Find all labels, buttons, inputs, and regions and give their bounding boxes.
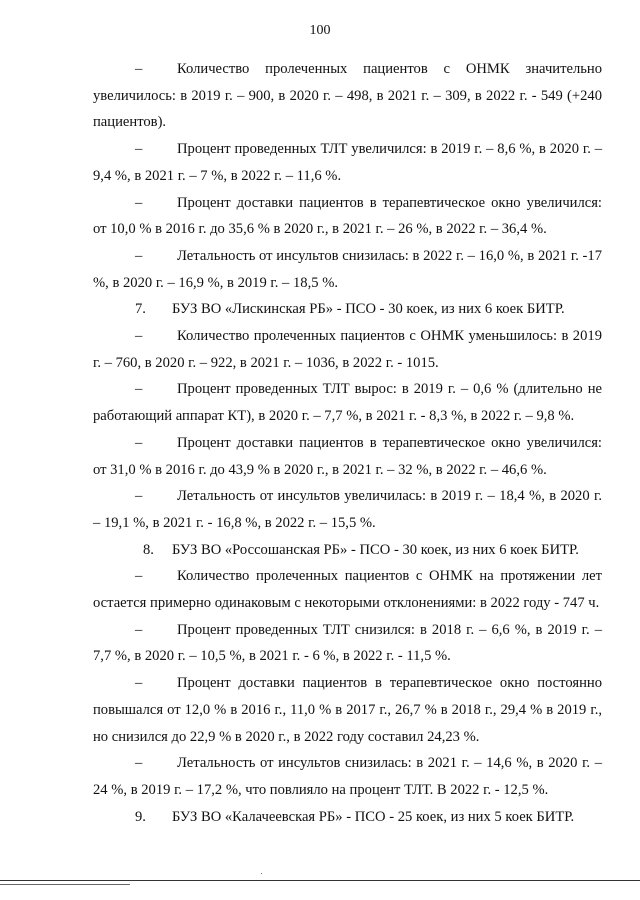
item-number: 8.: [143, 541, 154, 558]
paragraph-text: Процент доставки пациентов в терапевтическое окно постоянно повышался от 12,0 % в 2016 г., 11,0 % в 2017 г., 26,7 % в 2018 г., 29,4 % в 2019 г., но снизился до 22,9 % в 2020 г., в 2022 году составил 24,23 %.: [93, 675, 602, 745]
page-number: 100: [309, 23, 331, 38]
bullet-dash: –: [135, 194, 143, 211]
paragraph-6: [93, 376, 602, 429]
scan-speck: [261, 873, 262, 874]
paragraph-text: Процент проведенных ТЛТ снизился: в 2018 г. – 6,6 %, в 2019 г. – 7,7 %, в 2020 г. – 10,5 %, в 2021 г. - 6 %, в 2022 г. - 11,5 %.: [93, 621, 602, 665]
bullet-dash: –: [135, 61, 143, 77]
paragraph-text: Количество пролеченных пациентов с ОНМК уменьшилось: в 2019 г. – 760, в 2020 г. – 922, в 2021 г. – 1036, в 2022 г. - 1015.: [93, 328, 602, 371]
section-heading-text: БУЗ ВО «Россошанская РБ» - ПСО - 30 коек, из них 6 коек БИТР.: [172, 541, 579, 558]
paragraph-text: Количество пролеченных пациентов с ОНМК на протяжении лет остается примерно одинаковым с некоторыми отклонениями: в 2022 году - 747 ч.: [93, 568, 602, 612]
paragraph-8: [93, 483, 602, 536]
paragraph-2: [93, 136, 602, 189]
bullet-dash: –: [135, 381, 143, 398]
paragraph-text: Процент доставки пациентов в терапевтическое окно увеличился: от 10,0 % в 2016 г. до 35,6 % в 2020 г., в 2021 г. – 26 %, в 2022 г. – 36,4 %.: [93, 194, 602, 238]
bullet-dash: –: [135, 621, 143, 638]
page-bottom-rule-short: [0, 884, 130, 885]
bullet-dash: –: [135, 328, 143, 345]
section-heading-8: [93, 537, 602, 564]
paragraph-3: [93, 190, 602, 243]
paragraph-12: [93, 750, 602, 803]
paragraph-9: [93, 563, 602, 616]
page-bottom-rule: [0, 880, 640, 881]
bullet-dash: –: [135, 488, 143, 505]
bullet-dash: –: [135, 568, 143, 585]
section-heading-7: [93, 296, 602, 323]
section-heading-text: БУЗ ВО «Калачеевская РБ» - ПСО - 25 коек, из них 5 коек БИТР.: [172, 808, 575, 825]
item-number: 9.: [135, 808, 146, 825]
paragraph-text: Летальность от инсультов увеличилась: в 2019 г. – 18,4 %, в 2020 г. – 19,1 %, в 2021 г. - 16,8 %, в 2022 г. – 15,5 %.: [93, 488, 602, 531]
paragraph-text: Летальность от инсультов снизилась: в 2021 г. – 14,6 %, в 2020 г. – 24 %, в 2019 г. – 17,2 %, что повлияло на процент ТЛТ. В 2022 г. - 12,5 %.: [93, 755, 602, 798]
section-heading-text: БУЗ ВО «Лискинская РБ» - ПСО - 30 коек, из них 6 коек БИТР.: [172, 301, 565, 318]
section-heading-9: [93, 804, 602, 831]
bullet-dash: –: [135, 675, 143, 692]
paragraph-text: Процент проведенных ТЛТ увеличился: в 2019 г. – 8,6 %, в 2020 г. – 9,4 %, в 2021 г. – 7 %, в 2022 г. – 11,6 %.: [93, 141, 602, 184]
item-number: 7.: [135, 301, 146, 318]
bullet-dash: –: [135, 434, 143, 451]
paragraph-4: [93, 243, 602, 296]
paragraph-text: Процент доставки пациентов в терапевтическое окно увеличился: от 31,0 % в 2016 г. до 43,9 % в 2020 г., в 2021 г. – 32 %, в 2022 г. – 46,6 %.: [93, 434, 602, 478]
paragraph-text: Летальность от инсультов снизилась: в 2022 г. – 16,0 %, в 2021 г. -17 %, в 2020 г. – 16,9 %, в 2019 г. – 18,5 %.: [93, 247, 602, 291]
paragraph-10: [93, 617, 602, 670]
bullet-dash: –: [135, 755, 143, 772]
paragraph-1: [93, 56, 602, 136]
paragraph-text: Процент проведенных ТЛТ вырос: в 2019 г. – 0,6 % (длительно не работающий аппарат КТ), в 2020 г. – 7,7 %, в 2021 г. - 8,3 %, в 2022 г. – 9,8 %.: [93, 381, 602, 425]
paragraph-7: [93, 430, 602, 483]
document-body: [93, 56, 602, 830]
paragraph-11: [93, 670, 602, 750]
paragraph-5: [93, 323, 602, 376]
paragraph-text: Количество пролеченных пациентов с ОНМК значительно увеличилось: в 2019 г. – 900, в 2020 г. – 498, в 2021 г. – 309, в 2022 г. - 549 (+240 пациентов).: [93, 61, 602, 131]
bullet-dash: –: [135, 247, 143, 264]
bullet-dash: –: [135, 141, 143, 158]
